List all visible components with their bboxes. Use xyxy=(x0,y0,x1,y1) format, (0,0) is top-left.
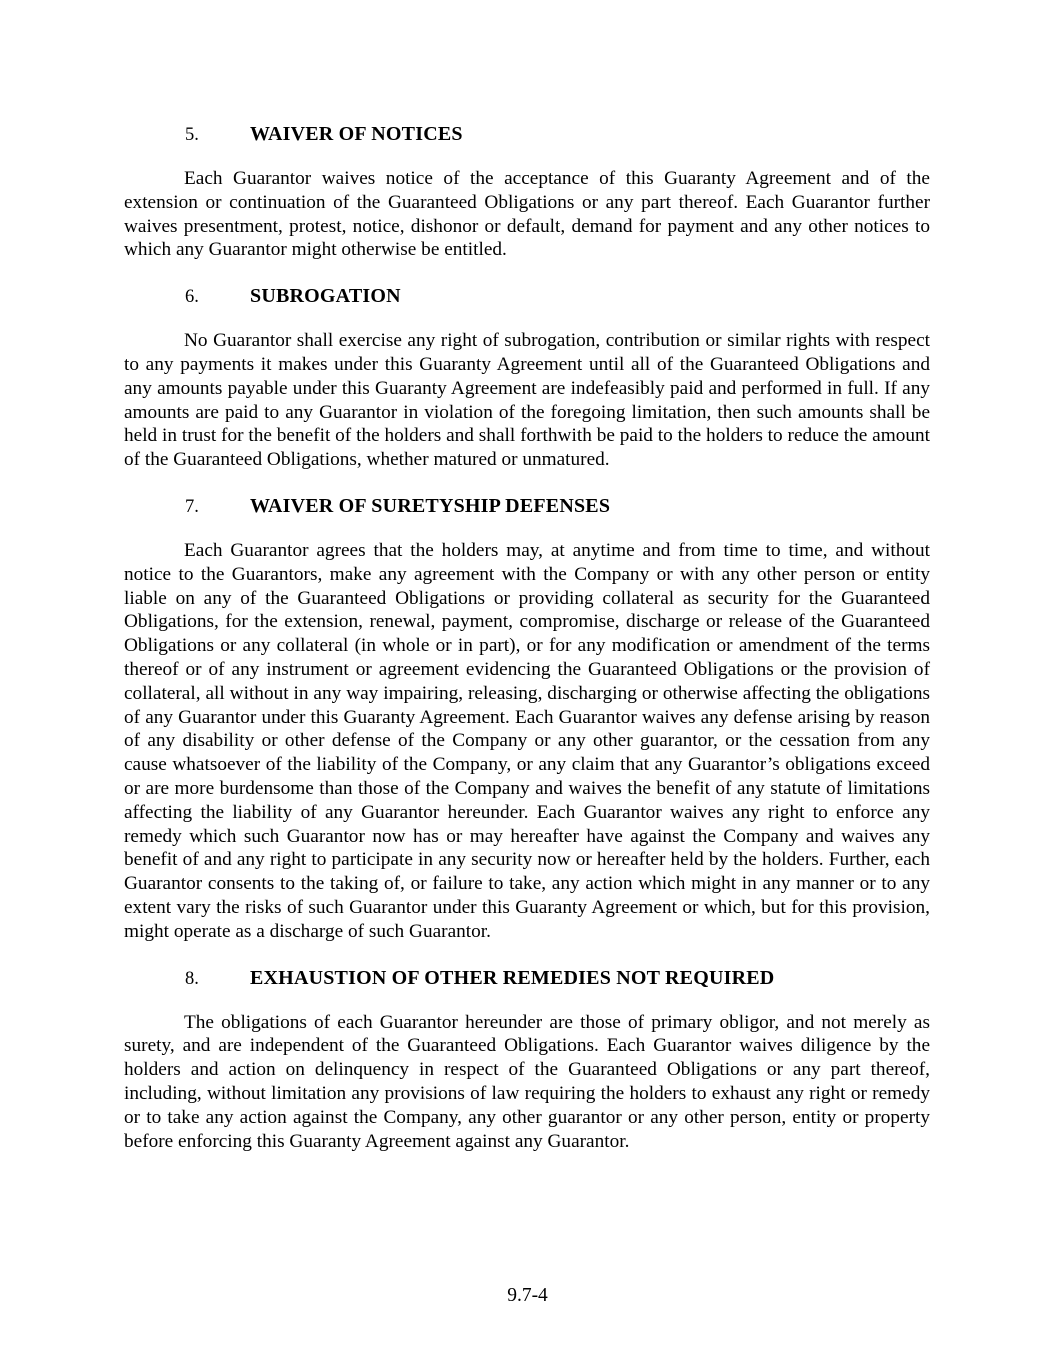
section-heading xyxy=(124,494,930,519)
section-heading xyxy=(124,122,930,147)
section-paragraph: No Guarantor shall exercise any right of subrogation, contribution or similar rights with respect to any payments it makes under this Guaranty Agreement until all of the Guaranteed Obligations and any amounts payable under this Guaranty Agreement are indefeasibly paid and performed in full. If any amounts are paid to any Guarantor in violation of the foregoing limitation, then such amounts shall be held in trust for the benefit of the holders and shall forthwith be paid to the holders to reduce the amount of the Guaranteed Obligations, whether matured or unmatured. xyxy=(124,330,930,471)
section-paragraph: The obligations of each Guarantor hereunder are those of primary obligor, and not merely as surety, and are independent of the Guaranteed Obligations. Each Guarantor waives diligence by the holders and action on delinquency in respect of the Guaranteed Obligations or any part thereof, including, without limitation any provisions of law requiring the holders to exhaust any right or remedy or to take any action against the Company, any other guarantor or any other person, entity or property before enforcing this Guaranty Agreement against any Guarantor. xyxy=(124,1011,930,1152)
section-number: 8. xyxy=(185,968,199,989)
section-waiver-of-notices xyxy=(124,122,930,262)
section-paragraph: Each Guarantor waives notice of the acceptance of this Guaranty Agreement and of the extension or continuation of the Guaranteed Obligations or any part thereof. Each Guarantor further waives presentment, protest, notice, dishonor or default, demand for payment and any other notices to which any Guarantor might otherwise be entitled. xyxy=(124,168,930,261)
section-heading xyxy=(124,966,930,991)
section-heading xyxy=(124,284,930,309)
section-paragraph: Each Guarantor agrees that the holders may, at anytime and from time to time, and without notice to the Guarantors, make any agreement with the Company or with any other person or entity liable on any of the Guaranteed Obligations or providing collateral as security for the Guaranteed Obligations, for the extension, renewal, payment, compromise, discharge or release of the Guaranteed Obligations or any collateral (in whole or in part), or for any modification or amendment of the terms thereof or of any instrument or agreement evidencing the Guaranteed Obligations or the provision of collateral, all without in any way impairing, releasing, discharging or otherwise affecting the obligations of any Guarantor under this Guaranty Agreement. Each Guarantor waives any defense arising by reason of any disability or other defense of the Company or any other guarantor, or the cessation from any cause whatsoever of the liability of the Company, or any claim that any Guarantor’s obligations exceed or are more burdensome than those of the Company and waives the benefit of any statute of limitations affecting the liability of any Guarantor hereunder. Each Guarantor waives any right to enforce any remedy which such Guarantor now has or may hereafter have against the Company and waives any benefit of and any right to participate in any security now or hereafter held by the holders. Further, each Guarantor consents to the taking of, or failure to take, any action which might in any manner or to any extent vary the risks of such Guarantor under this Guaranty Agreement or which, but for this provision, might operate as a discharge of such Guarantor. xyxy=(124,539,930,942)
section-title: EXHAUSTION OF OTHER REMEDIES NOT REQUIRED xyxy=(250,966,775,989)
section-number: 6. xyxy=(185,287,199,308)
section-title: WAIVER OF NOTICES xyxy=(250,123,463,145)
page-number: 9.7-4 xyxy=(507,1285,548,1306)
section-exhaustion-of-other-remedies xyxy=(124,966,930,1154)
section-title: SUBROGATION xyxy=(250,285,401,308)
section-subrogation xyxy=(124,284,930,472)
document-body xyxy=(124,122,930,1175)
section-title: WAIVER OF SURETYSHIP DEFENSES xyxy=(250,494,611,517)
section-number: 5. xyxy=(185,125,199,145)
section-number: 7. xyxy=(185,496,199,517)
section-waiver-of-suretyship-defenses xyxy=(124,494,930,944)
